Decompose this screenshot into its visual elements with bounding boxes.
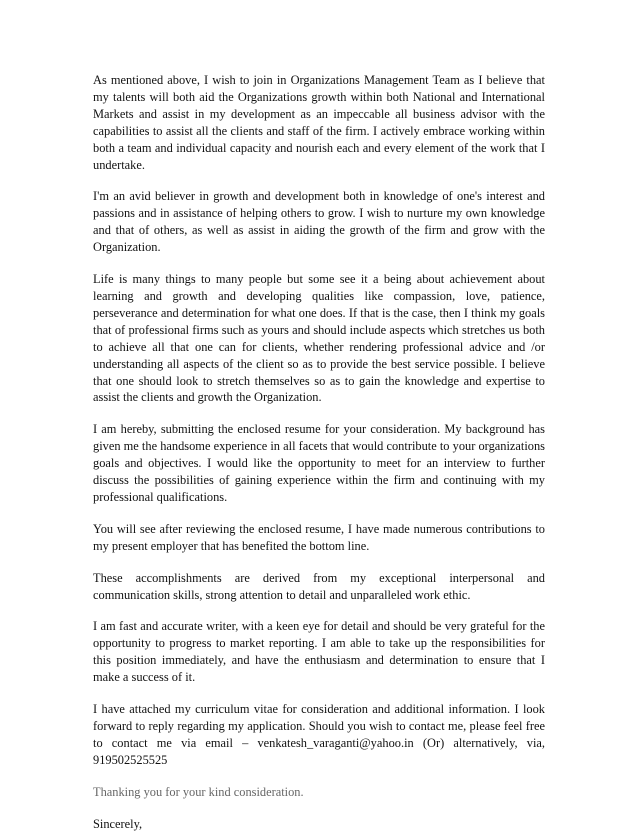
thanks-line: Thanking you for your kind consideration.	[93, 784, 304, 799]
paragraph-resume-submission: I am hereby, submitting the enclosed resume for your consideration. My background has given me the handsome experience in all facets that would contribute to your organizations goals and objectives. I would like the opportunity to meet for an interview to further discuss the possibilities of gaining experience within the firm and continuing with my professional qualifications.	[93, 422, 545, 504]
letter-body	[93, 72, 545, 833]
paragraph-accomplishments: These accomplishments are derived from my exceptional interpersonal and communication skills, strong attention to detail and unparalleled work ethic.	[93, 570, 545, 602]
paragraph-skills: I am fast and accurate writer, with a keen eye for detail and should be very grateful for the opportunity to progress to market reporting. I am able to take up the responsibilities for this position immediately, and have the enthusiasm and determination to ensure that I make a success of it.	[93, 619, 545, 685]
paragraph-contributions: You will see after reviewing the enclosed resume, I have made numerous contributions to my present employer that has benefited the bottom line.	[93, 521, 545, 553]
paragraph-growth: I'm an avid believer in growth and development both in knowledge of one's interest and passions and in assistance of helping others to grow. I wish to nurture my own knowledge and that of others, as well as assist in aiding the growth of the firm and grow with the Organization.	[93, 189, 545, 255]
paragraph-philosophy: Life is many things to many people but some see it a being about achievement about learning and growth and developing qualities like compassion, love, patience, perseverance and determination for what one does. If that is the case, then I think my goals that of professional firms such as yours and should include aspects which stretches us both to achieve all that one can for clients, whether rendering professional advice and /or understanding all aspects of the client so as to provide the best service possible. I believe that one should look to stretch themselves so as to gain the knowledge and expertise to assist the clients and growth the Organization.	[93, 272, 545, 405]
paragraph-intent: As mentioned above, I wish to join in Organizations Management Team as I believe that my talents will both aid the Organizations growth within both National and International Markets and assist in my development as an impeccable all business advisor with the capabilities to assist all the clients and staff of the firm. I actively embrace working within both a team and individual capacity and nourish each and every element of the work that I undertake.	[93, 73, 545, 172]
paragraph-contact: I have attached my curriculum vitae for consideration and additional information. I look forward to reply regarding my application. Should you wish to contact me, please feel free to contact me via email – venkatesh_varaganti@yahoo.in (Or) alternatively, via, 919502525525	[93, 702, 545, 767]
closing-line: Sincerely,	[93, 816, 143, 831]
